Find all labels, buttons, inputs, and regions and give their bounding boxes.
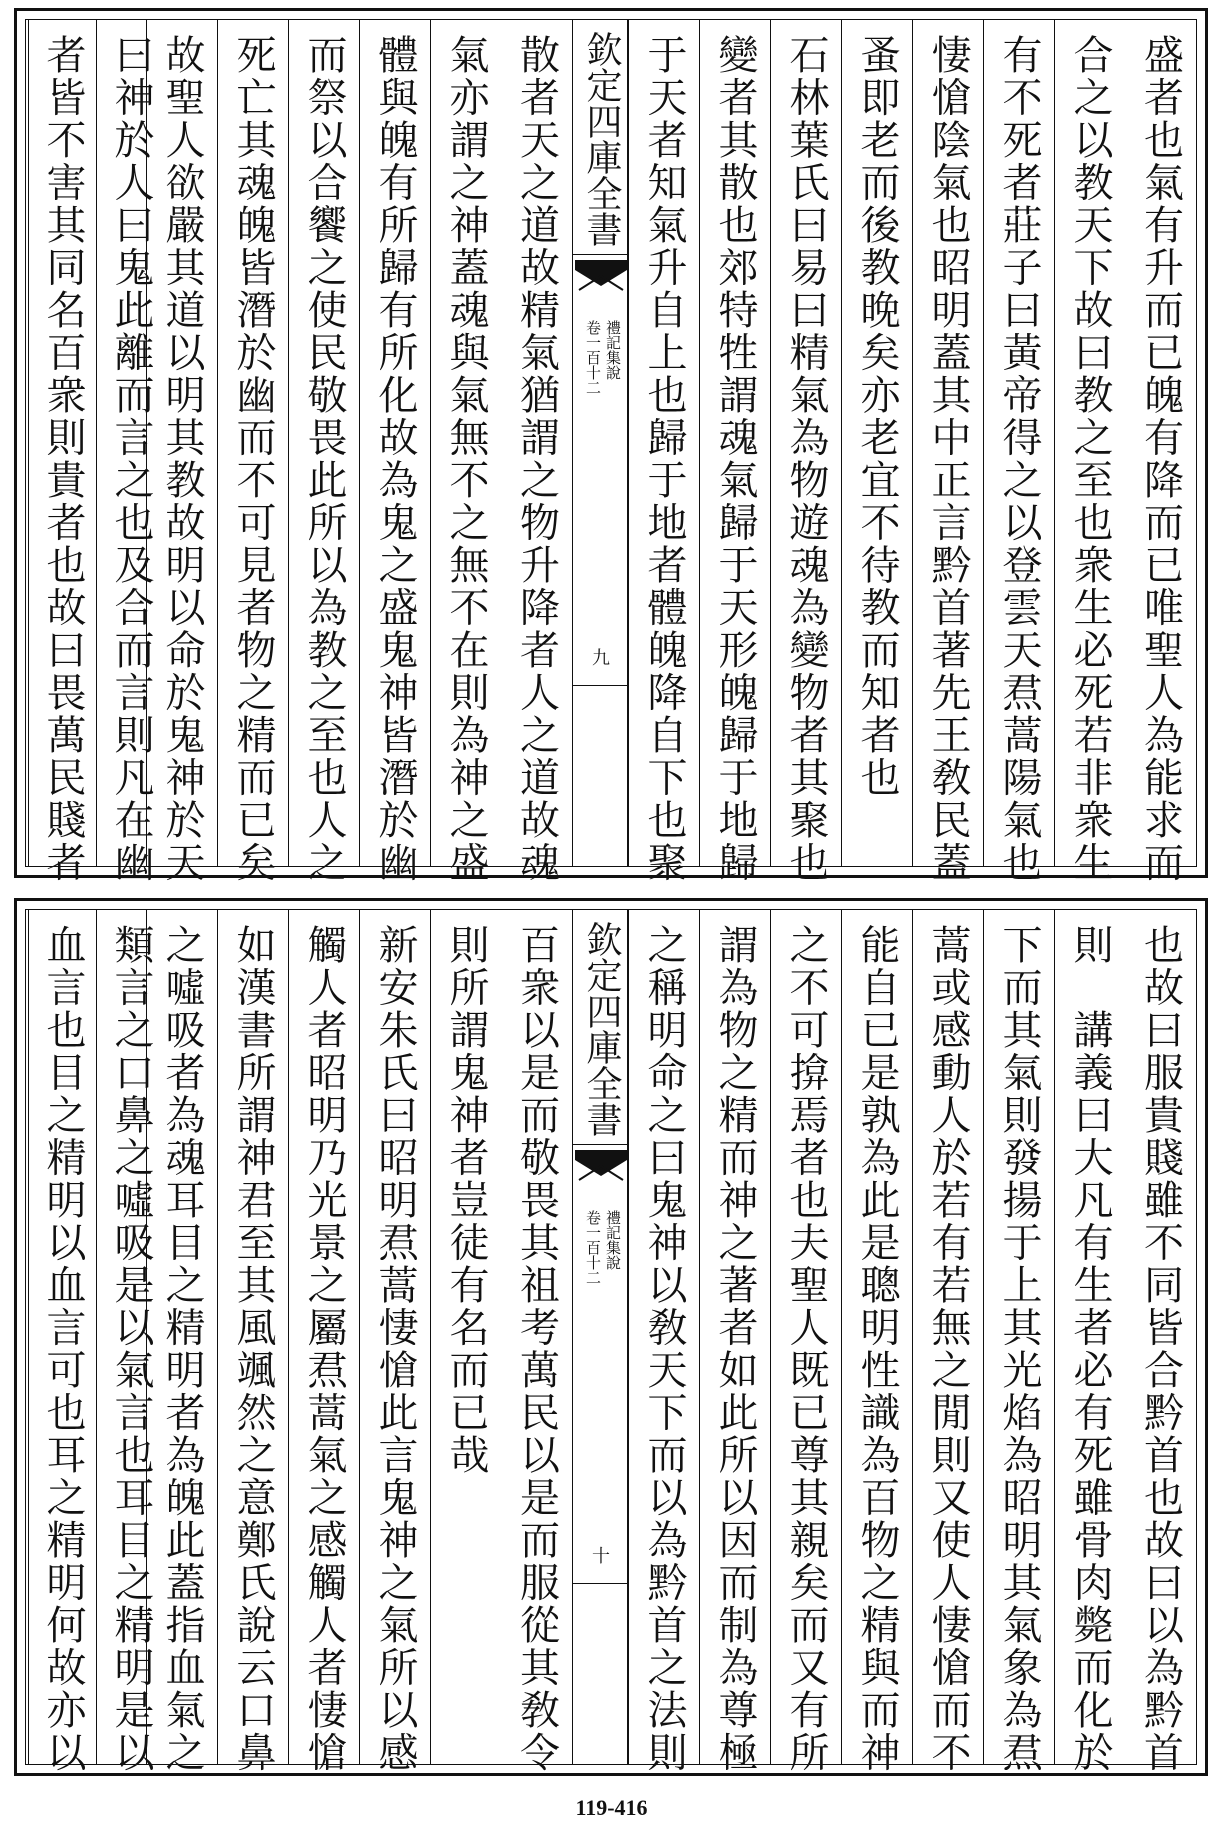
spine-book-title: 禮記集說: [604, 320, 622, 380]
page-spine: [572, 20, 628, 866]
spine-leaf-number: 九: [589, 648, 610, 666]
text-column: [699, 910, 770, 1774]
text-column: [217, 20, 288, 884]
text-column: [983, 910, 1054, 1774]
bottom-page-frame: [25, 909, 1197, 1774]
spine-volume: 卷一百十二: [584, 320, 602, 395]
text-column: [770, 910, 841, 1774]
page-spine: [572, 910, 628, 1764]
column-text: 曰神於人曰鬼此離而言之也及合而言則凡在幽: [108, 34, 154, 884]
column-text: 之噓吸者為魂耳目之精明者為魄此蓋指血氣之: [159, 924, 205, 1774]
column-text: 合之以教天下故曰教之至也衆生必死若非衆生: [1067, 34, 1113, 884]
column-text: 于天者知氣升自上也歸于地者體魄降自下也聚: [641, 34, 687, 884]
text-column: [770, 20, 841, 884]
column-text: 悽愴陰氣也昭明蓋其中正言黔首著先王敎民蓋: [925, 34, 971, 884]
text-column: [1125, 910, 1196, 1774]
text-column: [1125, 20, 1196, 884]
column-text: 體與魄有所歸有所化故為鬼之盛鬼神皆潛於幽: [372, 34, 418, 884]
column-text: 石林葉氏曰易曰精氣為物遊魂為變物者其聚也: [783, 34, 829, 884]
column-text: 盛者也氣有升而已魄有降而已唯聖人為能求而: [1137, 34, 1184, 884]
text-column: [841, 910, 912, 1774]
column-text: 則所謂鬼神者豈徒有名而已哉: [443, 924, 489, 1477]
text-column: [359, 910, 430, 1774]
column-text: 新安朱氏曰昭明焄蒿悽愴此言鬼神之氣所以感: [372, 924, 418, 1774]
spine-leaf-number: 十: [589, 1546, 610, 1564]
column-text: 血言也目之精明以血言可也耳之精明何故亦以: [40, 924, 86, 1774]
column-text: 變者其散也郊特牲謂魂氣歸于天形魄歸于地歸: [712, 34, 758, 884]
top-page-frame: [25, 19, 1197, 884]
fish-tail-mark-icon: [575, 1150, 627, 1186]
text-column: [501, 20, 572, 884]
text-column: [983, 20, 1054, 884]
column-text: 蚤即老而後教晚矣亦老宜不待教而知者也: [854, 34, 900, 799]
text-column: [217, 910, 288, 1774]
spine-volume: 卷一百十二: [584, 1210, 602, 1285]
text-column: [288, 910, 359, 1774]
column-text: 死亡其魂魄皆潛於幽而不可見者物之精而已矣: [230, 34, 276, 884]
text-column: [501, 910, 572, 1774]
text-column: [628, 910, 699, 1774]
column-text: 觸人者昭明乃光景之屬焄蒿氣之感觸人者悽愴: [301, 924, 347, 1774]
column-text: 謂為物之精而神之著者如此所以因而制為尊極: [712, 924, 758, 1774]
text-column: [96, 20, 154, 884]
text-column: [430, 20, 501, 884]
spine-header: 欽定四庫全書: [573, 24, 627, 255]
spine-header: 欽定四庫全書: [573, 914, 627, 1145]
spine-book-title: 禮記集說: [604, 1210, 622, 1270]
bottom-page: [14, 898, 1208, 1776]
text-column: [841, 20, 912, 866]
page-number: 119-416: [575, 1795, 648, 1820]
text-column: [28, 910, 96, 1774]
text-column: [912, 910, 983, 1774]
text-column: [1054, 20, 1125, 884]
text-column: [430, 910, 501, 1764]
spine-rule: [573, 685, 627, 686]
column-text: 氣亦謂之神蓋魂與氣無不之無不在則為神之盛: [443, 34, 489, 884]
text-column: [912, 20, 983, 884]
text-column: [699, 20, 770, 884]
text-column: [1054, 910, 1125, 1774]
column-text: 而祭以合饗之使民敬畏此所以為教之至也人之: [301, 34, 347, 884]
column-text: 類言之口鼻之噓吸是以氣言也耳目之精明是以: [108, 924, 154, 1774]
column-text: 蒿或感動人於若有若無之閒則又使人悽愴而不: [925, 924, 971, 1774]
column-text: 故聖人欲嚴其道以明其教故明以命於鬼神於天: [159, 34, 205, 884]
text-column: [96, 910, 154, 1774]
column-text: 如漢書所謂神君至其風颯然之意鄭氏說云口鼻: [230, 924, 276, 1774]
column-text: 下而其氣則發揚于上其光焰為昭明其氣象為焄: [996, 924, 1042, 1774]
column-text: 也故曰服貴賤雖不同皆合黔首也故曰以為黔首: [1137, 924, 1184, 1774]
text-column: [359, 20, 430, 884]
column-text: 之稱明命之曰鬼神以敎天下而以為黔首之法則: [641, 924, 687, 1774]
spine-rule: [573, 1583, 627, 1584]
fish-tail-mark-icon: [575, 260, 627, 296]
text-column: [628, 20, 699, 884]
column-text: 散者天之道故精氣猶謂之物升降者人之道故魂: [513, 34, 560, 884]
column-text: 者皆不害其同名百衆則貴者也故曰畏萬民賤者: [40, 34, 86, 884]
column-text: 能自已是孰為此是聰明性識為百物之精與而神: [854, 924, 900, 1774]
text-column: [288, 20, 359, 884]
text-column: [28, 20, 96, 884]
column-text: 之不可揜焉者也夫聖人既已尊其親矣而又有所: [783, 924, 829, 1774]
column-text: 則 講義曰大凡有生者必有死雖骨肉斃而化於: [1067, 924, 1113, 1774]
column-text: 有不死者莊子曰黃帝得之以登雲天焄蒿陽氣也: [996, 34, 1042, 884]
top-page: [14, 8, 1208, 884]
column-text: 百衆以是而敬畏其祖考萬民以是而服從其敎令: [513, 924, 560, 1774]
